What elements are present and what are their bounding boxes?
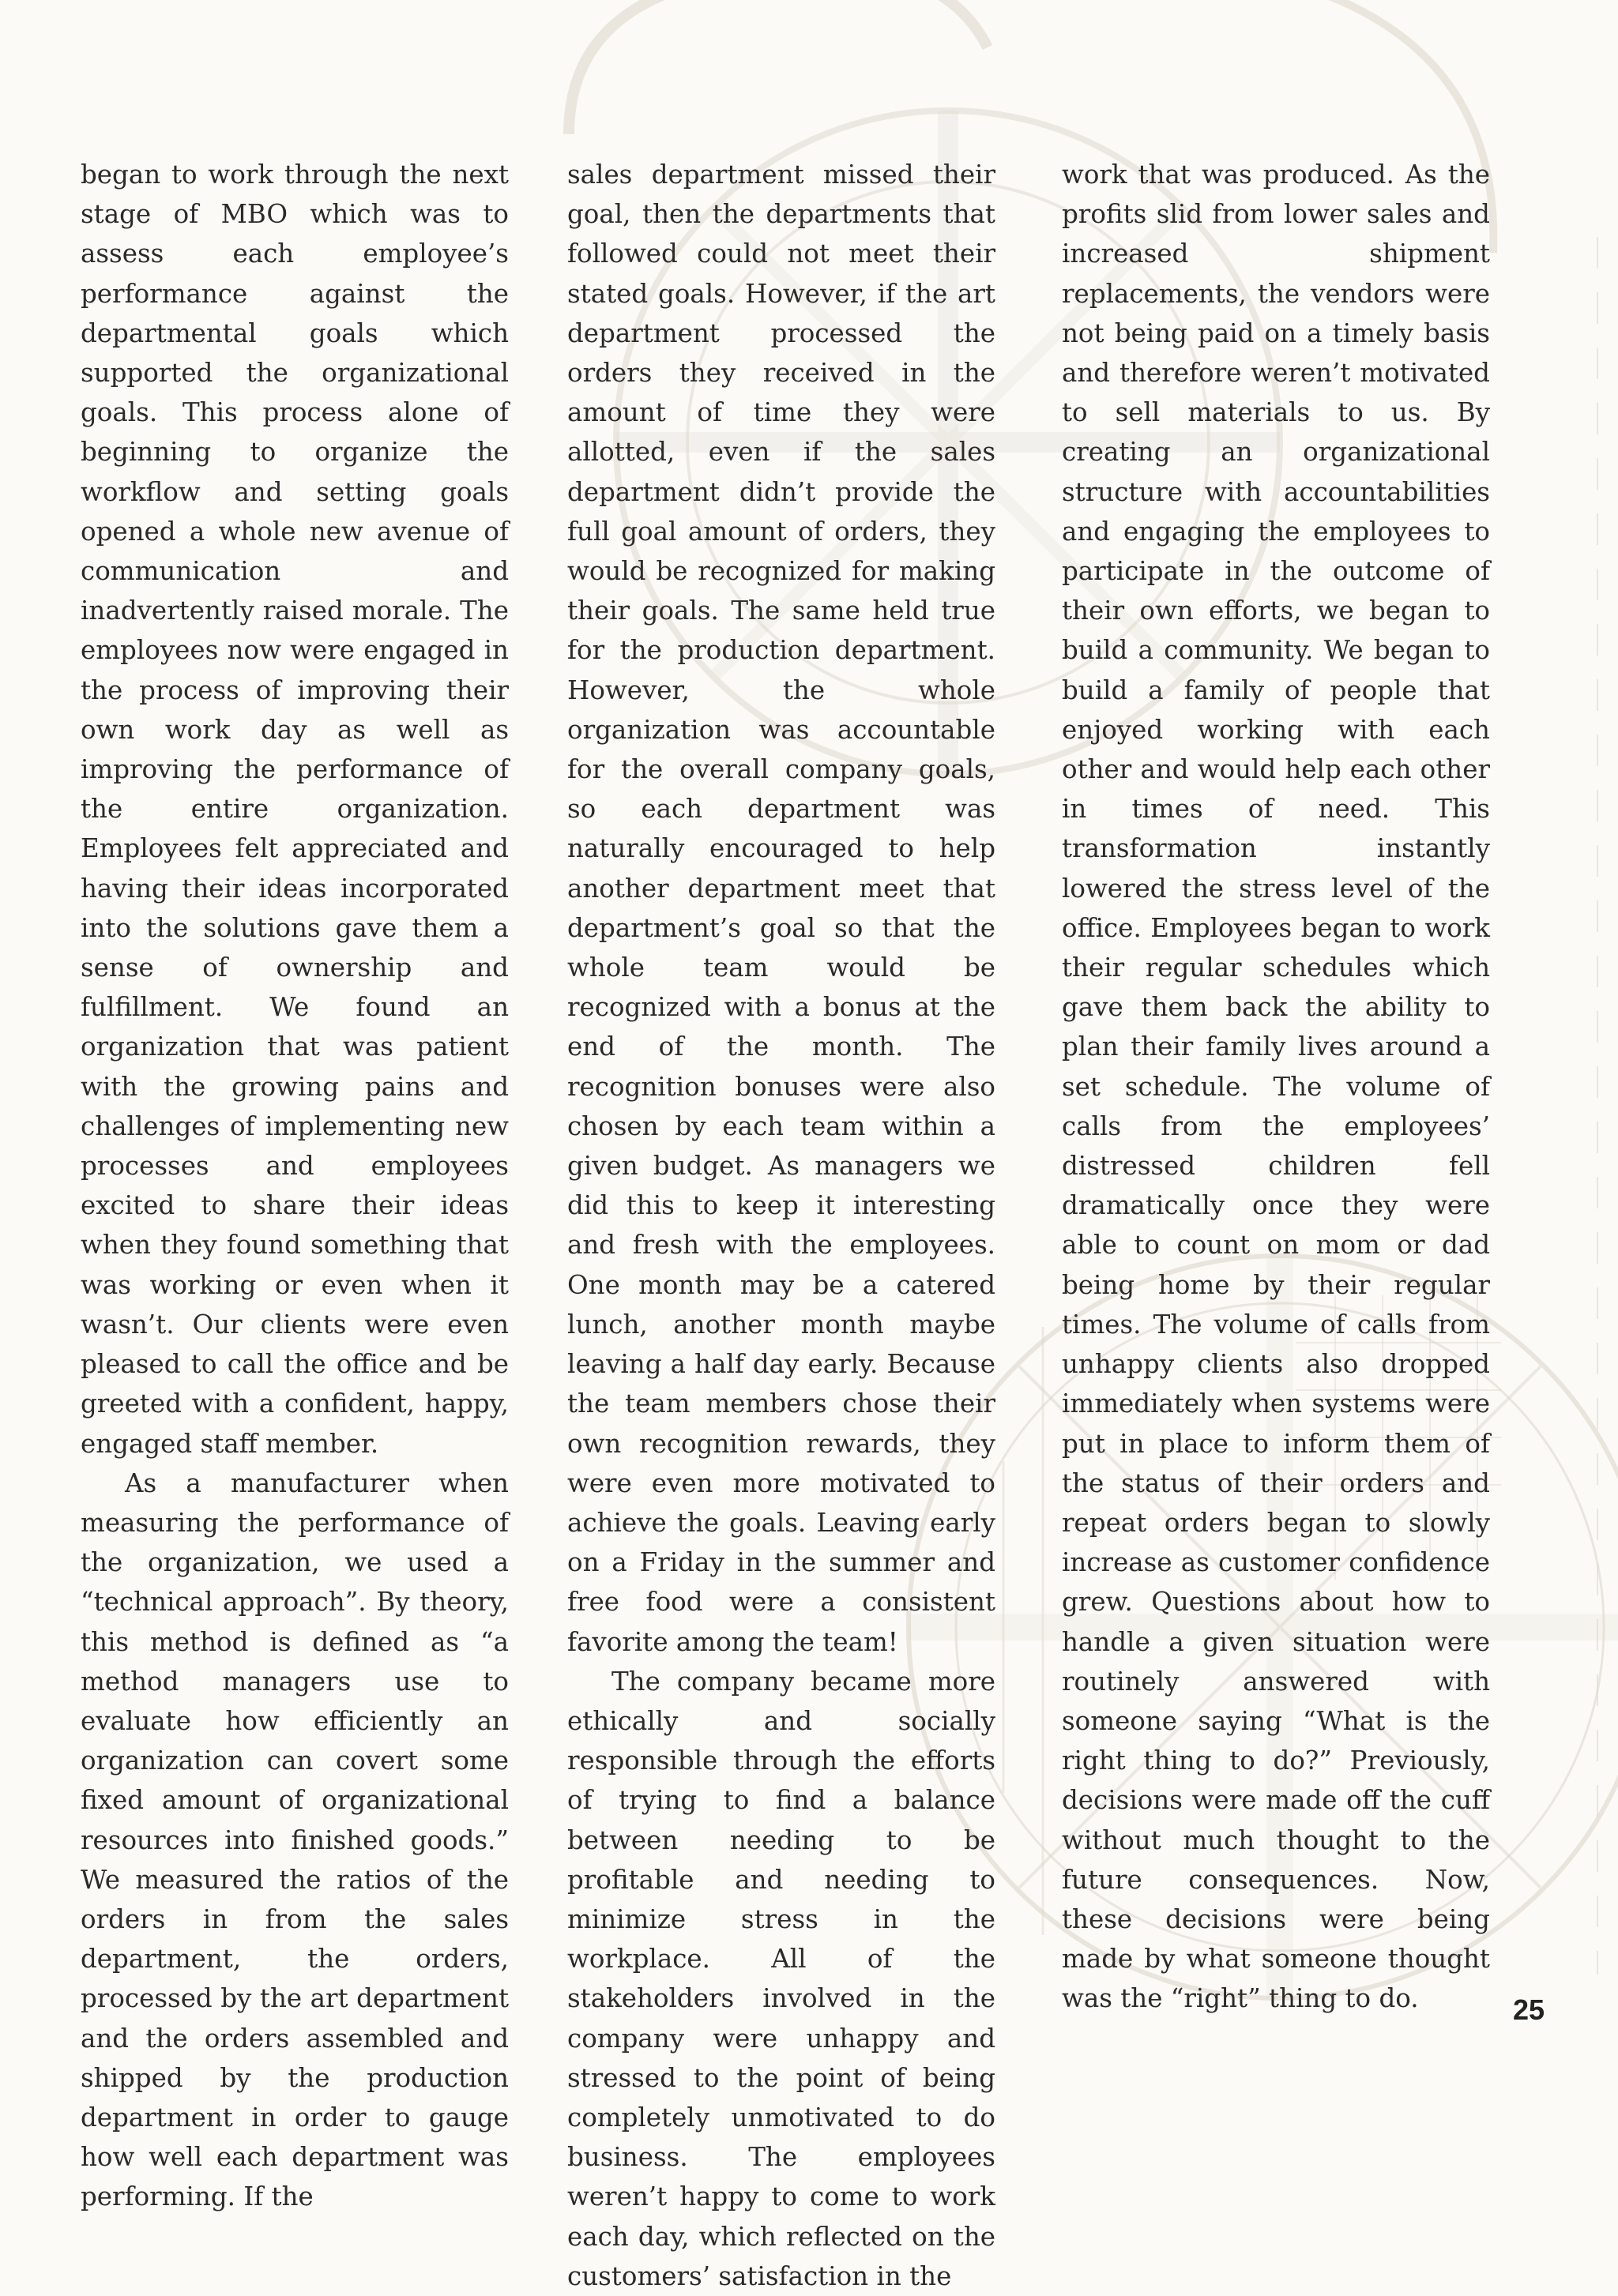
body-paragraph: The company became more ethically and socially responsible through the efforts of trying to find a balance between needing to be profitable and needing to minimize stress in the workplace. All of the stakeholders involved in the company were unhappy and stressed to the point of being completely unmotivated to do business. The employees weren’t happy to come to work each day, which reflected on the customers’ satisfaction in the	[567, 1666, 995, 2291]
article-column-3	[1062, 155, 1490, 2019]
body-paragraph: began to work through the next stage of MBO which was to assess each employee’s performance against the departmental goals which supported the organizational goals. This process alone of beginning to organize the workflow and setting goals opened a whole new avenue of communication and inadvertently raised morale. The employees now were engaged in the process of improving their own work day as well as improving the performance of the entire organization. Employees felt appreciated and having their ideas incorporated into the solutions gave them a sense of ownership and fulfillment. We found an organization that was patient with the growing pains and challenges of implementing new processes and employees excited to share their ideas when they found something that was working or even when it wasn’t. Our clients were even pleased to call the office and be greeted with a confident, happy, engaged staff member.	[81, 160, 509, 1459]
article-column-2	[567, 155, 995, 2296]
article-column-1	[81, 155, 509, 2217]
body-paragraph: As a manufacturer when measuring the performance of the organization, we used a “technical approach”. By theory, this method is defined as “a method managers use to evaluate how efficiently an organization can covert some fixed amount of organizational resources into finished goods.” We measured the ratios of the orders in from the sales department, the orders, processed by the art department and the orders assembled and shipped by the production department in order to gauge how well each department was performing. If the	[81, 1467, 509, 2212]
page-number: 25	[1513, 1993, 1545, 2026]
body-paragraph: sales department missed their goal, then the departments that followed could not meet their stated goals. However, if the art department processed the orders they received in the amount of time they were allotted, even if the sales department didn’t provide the full goal amount of orders, they would be recognized for making their goals. The same held true for the production department. However, the whole organization was accountable for the overall company goals, so each department was naturally encouraged to help another department meet that department’s goal so that the whole team would be recognized with a bonus at the end of the month. The recognition bonuses were also chosen by each team within a given budget. As managers we did this to keep it interesting and fresh with the employees. One month may be a catered lunch, another month maybe leaving a half day early. Because the team members chose their own recognition rewards, they were even more motivated to achieve the goals. Leaving early on a Friday in the summer and free food were a consistent favorite among the team!	[567, 160, 995, 1657]
body-paragraph: work that was produced. As the profits slid from lower sales and increased shipment replacements, the vendors were not being paid on a timely basis and therefore weren’t motivated to sell materials to us. By creating an organizational structure with accountabilities and engaging the employees to participate in the outcome of their own efforts, we began to build a community. We began to build a family of people that enjoyed working with each other and would help each other in times of need. This transformation instantly lowered the stress level of the office. Employees began to work their regular schedules which gave them back the ability to plan their family lives around a set schedule. The volume of calls from the employees’ distressed children fell dramatically once they were able to count on mom or dad being home by their regular times. The volume of calls from unhappy clients also dropped immediately when systems were put in place to inform them of the status of their orders and repeat orders began to slowly increase as customer confidence grew. Questions about how to handle a given situation were routinely answered with someone saying “What is the right thing to do?” Previously, decisions were made off the cuff without much thought to the future consequences. Now, these decisions were being made by what someone thought was the “right” thing to do.	[1062, 160, 1490, 2014]
